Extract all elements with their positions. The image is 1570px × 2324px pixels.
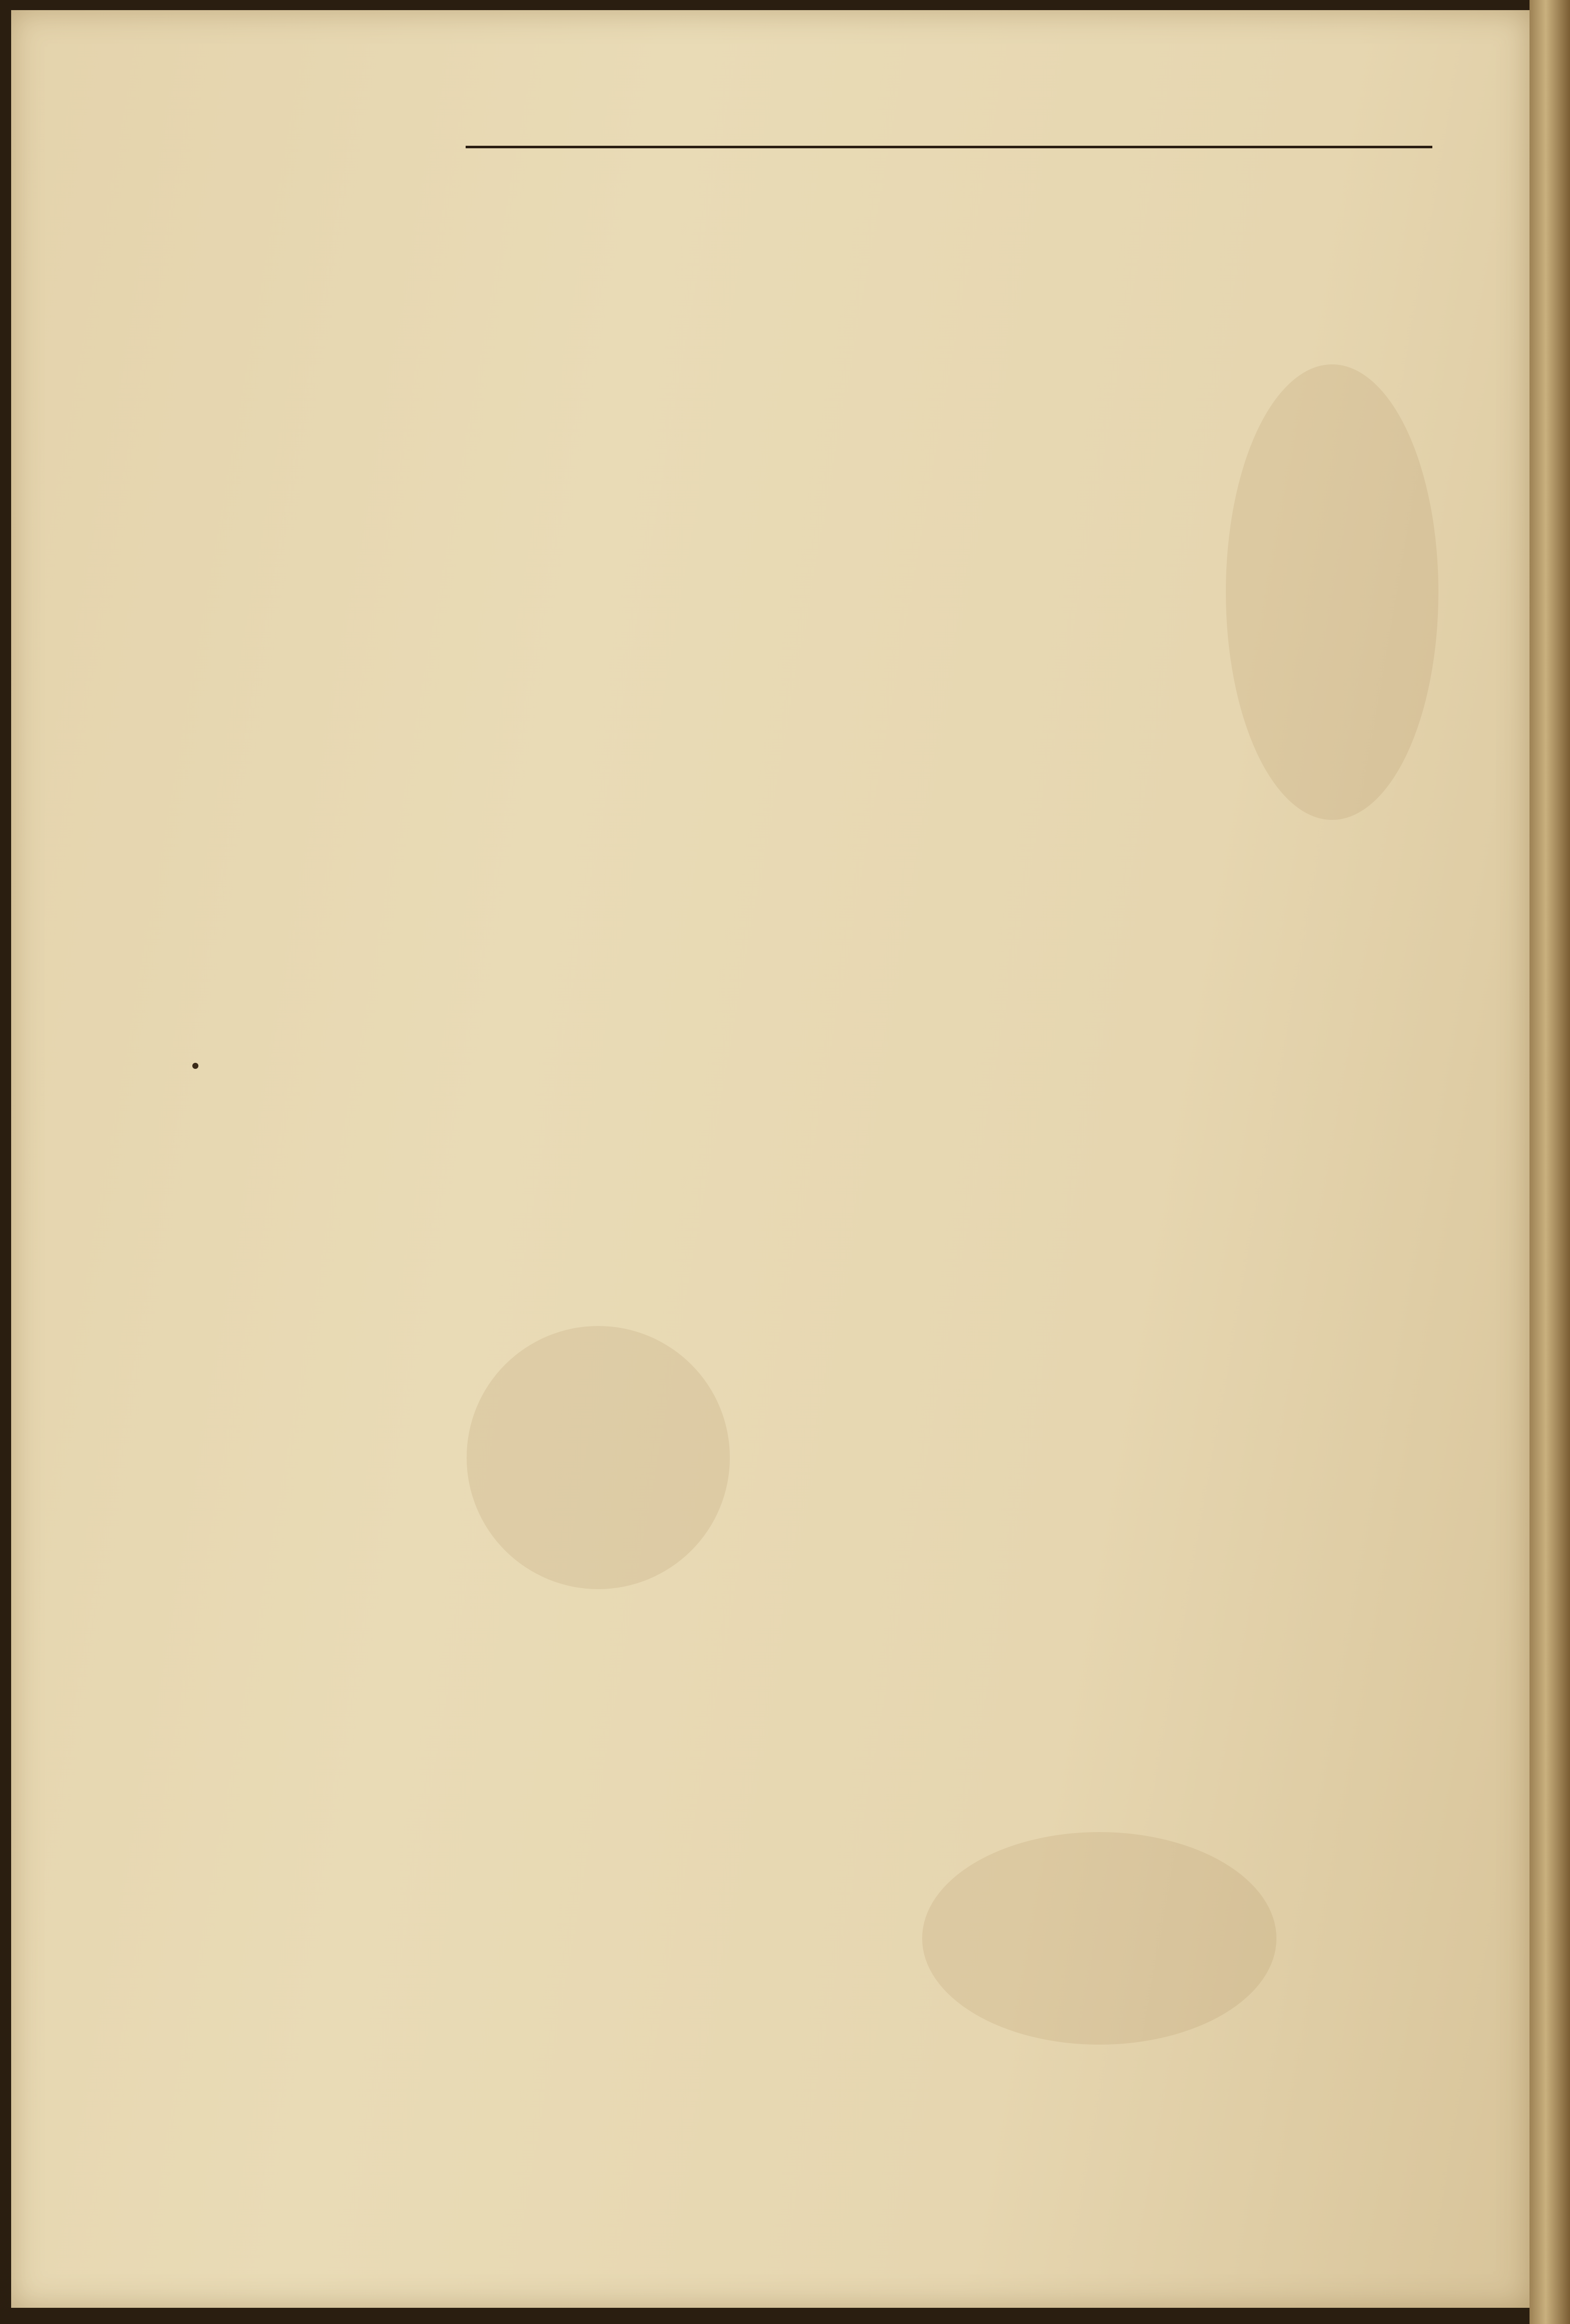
margin-mark	[192, 1063, 198, 1069]
header-rule	[466, 146, 1432, 148]
paper-stain	[1226, 364, 1438, 820]
book-page	[11, 10, 1530, 2308]
drop-cap	[466, 595, 542, 706]
next-page-edge	[1530, 0, 1570, 2324]
paper-stain	[467, 1326, 730, 1589]
paper-stain	[922, 1832, 1276, 2045]
